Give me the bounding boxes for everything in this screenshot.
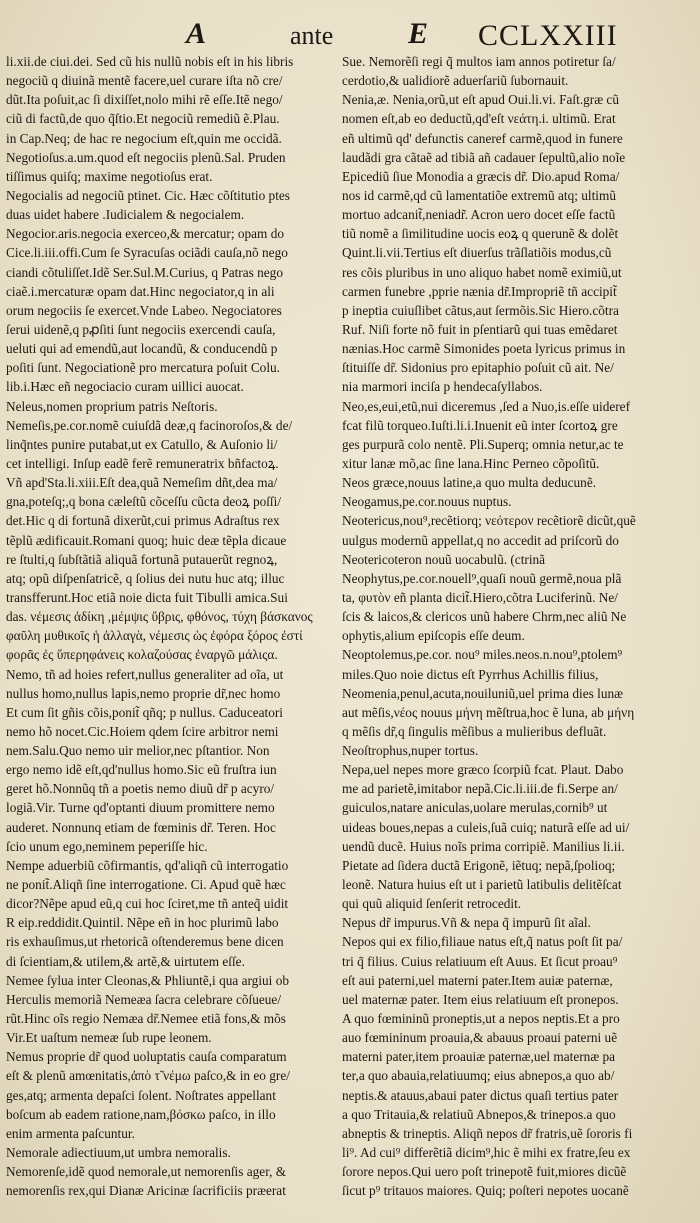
text-line: ges,atq; armenta depaſci ſolent. Noſtrates appellant [6,1087,276,1103]
text-line: Negotioſus.a.um.quod eſt negociis plenũ.Sal. Pruden [6,149,286,165]
text-line: Herculis memoriã Nemeæa ſacra celebrare cõſueue/ [6,991,282,1007]
text-line: Negocialis ad negociũ ptinet. Cic. Hæc cõſtitutio ptes [6,187,290,203]
text-line: laudãdi gra cãtaẽ ad tibiã añ cadauer ſepultũ,alio noĩe [342,149,626,165]
text-line: abneptis & trineptis. Aliqñ nepos dr̃ fratris,uẽ ſororis fi [342,1125,633,1141]
text-line: dũt.Ita poſuit,ac ſi dixiſſet,nolo mihi rẽ eſſe.Itẽ nego/ [6,92,283,108]
text-line: nos id carmẽ,qd cũ lamentatiõe extremũ atq; ultimũ [342,187,616,203]
text-line: leonẽ. Natura huius eſt ut i parietũ latibulis delitẽſcat [342,877,622,893]
text-line: Cice.li.iii.offi.Cum ſe Syracuſas ociãdi cauſa,nõ nego [6,245,288,261]
text-line: ſcio unum ego,neminem peperiſſe hic. [6,838,208,854]
text-line: ta, φυτὸν eñ planta dicit̃.Hiero,cõtra Luciferinũ. Ne/ [342,589,618,605]
text-line: R eip.reddidit.Quintil. Nẽpe eñ in hoc plurimũ labo [6,915,279,931]
text-line: logiã.Vir. Turne qd'optanti diuum promittere nemo [6,800,275,816]
text-line: ergo nemo idẽ eſt,qd'nullus homo.Sic eũ fruſtra iun [6,762,277,778]
text-line: φαῦλη μυθικοῖς ἡ ἀλλαγὰ, νέμεσις ὡς ἐφόρα ξόρος ἐστί [6,628,303,644]
text-line: ophytis,alium epiſcopis eſſe deum. [342,628,525,644]
text-line: eñ ultimũ qd' defunctis caneref carmẽ,quod in funere [342,130,623,146]
text-line: uulgus modernũ appellat,q no accedit ad priſcorũ do [342,532,619,548]
text-line: geret hõ.Nonnũq tñ a poetis nemo diuũ dr̃ p acyro/ [6,781,275,797]
text-line: xitur lanæ mõ,ac ſine lana.Hinc Perneo cõpoſitũ. [342,455,600,471]
text-line: eſt & plenũ amœnitatis,ἀπὸ τ̃ νέμω paſco,& in eo gre/ [6,1068,290,1084]
text-line: negociũ q diuinã mentẽ facere,uel curare iſta nõ cre/ [6,73,283,89]
text-line: eſt aui paterni,uel materni pater.Item auiæ paternæ, [342,972,613,988]
text-line: ſcis & laicos,& clericos unũ habere Chrm,nec aliũ Ne [342,609,627,625]
text-line: auderet. Nonnunq etiam de fœminis dr̃. Teren. Hoc [6,819,276,835]
text-line: aut mẽſis,νέος nouus μήνη mẽſtrua,hoc ẽ luna, ab μήνη [342,704,635,720]
text-line: fcat filũ torqueo.Iuſti.li.i.Inuenit eũ inter ſcortoꝝ gre [342,417,618,433]
text-line: miles.Quo noie dictus eſt Pyrrhus Achillis filius, [342,666,599,682]
text-line: Neleus,nomen proprium patris Neſtoris. [6,398,218,414]
text-line: Neophytus,pe.cor.nouell⁹,quaſi nouũ germẽ,noua plã [342,570,622,586]
text-line: ciũ di factũ,de quo q̃ſtio.Et negociũ remediũ ẽ.Plau. [6,111,280,127]
text-line: qui quũ aliquid ſenſerit retrocedit. [342,896,522,912]
text-line: Nempe aduerbiũ cõfirmantis, qd'aliqñ cũ interrogatio [6,857,289,873]
text-line: Vir.Et uaſtum nemeæ ſub rupe leonem. [6,1030,212,1046]
text-line: a quo Tritauia,& relatiuũ Abnepos,& trinepos.a quo [342,1106,616,1122]
text-line: atq; opũ diſpenſatricẽ, q ſolius dei nutu huc atq; illuc [6,570,285,586]
text-line: carmen funebre ,pprie nænia dr̃.Impropriẽ tñ accipit̃ [342,283,617,299]
text-line: mortuo adcanit̃,neniadr̃. Acron uero docet eſſe factũ [342,207,616,223]
text-line: det.Hic q di fortunã dixerũt,cui primus Adraſtus rex [6,513,280,529]
text-line: res cõis pluribus in uno aliquo habet nomẽ eximiũ,ut [342,264,622,280]
text-line: ter,a quo abauia,relatiuumq; eius abnepos,a quo ab/ [342,1068,615,1084]
text-line: lib.i.Hæc eñ negociacio curam uillici auocat. [6,379,244,395]
text-line: guiculos,natare aniculas,uolare merulas,cornib⁹ ut [342,800,608,816]
text-line: nem.Salu.Quo nemo uir melior,nec pſtantior. Non [6,743,270,759]
text-line: cerdotio,& ualidiorẽ aduerſariũ ſubornauit. [342,73,569,89]
text-line: Neogamus,pe.cor.nouus nuptus. [342,494,512,510]
text-line: Neotericus,nou⁹,recẽtiorq; νεότερον recẽtiorẽ dicũt,quẽ [342,513,636,529]
text-line: dicor?Nẽpe apud eũ,q cui hoc ſciret,me tñ anteq̃ uidit [6,896,289,912]
text-line: nullus homo,nullus lapis,nemo proprie dr̃,nec homo [6,685,281,701]
text-line: φορᾶς ἐς ὕπερηφάνεις κολαζούσας ἐναργῶ μάλιςα. [6,647,278,663]
text-line: Vñ apd'Sta.li.xiii.Eſt dea,quã Nemeſim dñt,dea ma/ [6,475,278,491]
text-line: Nemorale adiectiuum,ut umbra nemoralis. [6,1145,231,1161]
text-line: nemo hõ nocet.Cic.Hoiem qdem ſcire arbitror nemi [6,723,279,739]
text-line: uendũ ducẽ. Huius noĩs prima corripiẽ. Manilius li.ii. [342,838,625,854]
text-line: rũt.Hinc oĩs regio Nemæa dr̃.Nemee etiã fons,& mõs [6,1011,286,1027]
text-line: A quo fœmininũ proneptis,ut a nepos neptis.Et a pro [342,1011,620,1027]
text-line: Sue. Nemorẽſi regi q̃ multos iam annos potiretur ſa/ [342,54,616,69]
text-line: ſorore nepos.Qui uero poſt trinepotẽ fuit,miores dicũẽ [342,1164,627,1180]
text-line: Nepa,uel nepes more græco ſcorpiũ fcat. Plaut. Dabo [342,762,624,778]
text-line: neptis.& atauus,abaui pater dictus quaſi tertius pater [342,1087,619,1103]
text-line: das. νέμεσις ἀδίκη ,μέμψις ὕβρις, φθόνος, τύχη βάσκανος [6,609,313,625]
text-line: ris exhauſimus,ut rhetoricã oſtenderemus bene dicen [6,934,284,950]
text-line: ueluti qui ad emendũ,aut locandũ, & conducendũ p [6,341,278,357]
text-line: p ineptia cuiuſlibet cãtus,aut ſermõis.Sic Hiero.cõtra [342,302,619,318]
text-line: tri q̃ filius. Cuius relatiuum eſt Auus. Et ſicut proau⁹ [342,953,618,969]
text-line: gna,poteſq;,q bona cæleſtũ cõceſſu cũcta deoꝝ poſſi/ [6,494,282,510]
text-line: me ad parietẽ,imitabor nepã.Cic.li.iii.de fi.Serpe an/ [342,781,618,797]
text-line: cet intelligi. Inſup eadẽ ferẽ remuneratrix bñfactoꝝ. [6,455,279,471]
text-line: Nenia,æ. Nenia,orũ,ut eſt apud Oui.li.vi. Faſt.græ cũ [342,92,619,108]
text-line: nænias.Hoc carmẽ Simonides poeta lyricus primus in [342,341,626,357]
text-line: re ſtulti,q ſubſtãtiã aliquã fortunã putauerũt regnoꝝ, [6,551,278,567]
text-line: Nemorenſe,idẽ quod nemorale,ut nemorenſis ager, & [6,1164,287,1180]
text-line: Negocior.aris.negocia exerceo,& mercatur; opam do [6,226,285,242]
text-line: auo fœmininum proauia,& abauus proaui paterni uẽ [342,1030,618,1046]
text-line: orum negociis ſe exercet.Vnde Labeo. Negociatores [6,302,282,318]
text-line: linq̃ntes punire putabat,ut ex Catullo, & Auſonio li/ [6,436,278,452]
text-line: poſiti ſunt. Negociationẽ pro mercatura poſuit Colu. [6,360,281,376]
text-line: Nepos qui ex filio,filiaue natus eſt,q̃ natus poſt ſit pa/ [342,934,623,950]
text-line: li.xii.de ciui.dei. Sed cũ his nullũ nobis eſt in his libris [6,54,294,69]
text-line: ne ponit̃.Aliqñ ſine interrogatione. Ci. Apud quẽ hæc [6,877,286,893]
text-line: materni pater,item proauiæ paternæ,uel maternæ pa [342,1049,616,1065]
text-line: transfferunt.Hoc etiã noie dicta fuit Tibulli amica.Sui [6,589,288,605]
text-line: Nemus proprie dr̃ quod uoluptatis cauſa comparatum [6,1049,287,1065]
folio-number: CCLXXIII [478,19,618,52]
text-line: tiũ nomẽ a ſimilitudine uocis eoꝝ q querunẽ & dolẽt [342,226,619,242]
text-line: nomen eſt,ab eo deductũ,qd'eſt νεάτη.i. ultimũ. Erat [342,111,616,127]
text-line: uideas boues,nepas a culeis,ſuã cuiq; naturã eſſe ad ui/ [342,819,630,835]
text-line: Neos græce,nouus latine,a quo multa deducunẽ. [342,475,597,491]
text-line: Epicediũ ſiue Monodia a græcis dr̃. Dio.apud Roma/ [342,168,620,184]
text-line: li⁹. Ad cui⁹ differẽtiã dicim⁹,hic ẽ mihi ex fratre,ſeu ex [342,1145,631,1161]
text-line: tẽplũ ædificauit.Romani quoq; huic deæ tẽpla dicaue [6,532,287,548]
text-line: boſcum ab eadem ratione,nam,βόσκω paſco, in illo [6,1106,276,1122]
text-line: q mẽſis dr̃,q ſingulis mẽſibus a mulieribus defluãt. [342,723,607,739]
right-text-column [342,52,698,1200]
text-line: Neomenia,penul,acuta,nouiluniũ,uel prima dies lunæ [342,685,624,701]
signature-mark-right: E [408,17,429,50]
text-line: Nemeſis,pe.cor.nomẽ cuiuſdã deæ,q facinoroſos,& de/ [6,417,293,433]
text-line: Pietate ad ſidera ductã Erigonẽ, iẽtuq; nepã,ſpolioq; [342,857,616,873]
text-line: Neoptolemus,pe.cor. nou⁹ miles.neos.n.nou⁹,ptolem⁹ [342,647,623,663]
text-line: nia marmori inciſa p hendecaſyllabos. [342,379,543,395]
text-line: duas uidet habere .Iudicialem & negocialem. [6,207,245,223]
text-line: in Cap.Neq; de hac re negocium eſt,quin me occidã. [6,130,282,146]
left-text-column [6,52,334,1200]
text-line: Ruf. Niſi forte nõ fuit in pſentiarũ qui tuas emẽdaret [342,321,618,337]
text-line: Nemo, tñ ad hoies refert,nullus generaliter ad oĩa, ut [6,666,284,682]
text-line: nemorenſis rex,qui Dianæ Aricinæ ſacrificiis præerat [6,1183,286,1199]
text-line: Neo,es,eui,etũ,nui diceremus ,ſed a Nuo,is.eſſe uideref [342,398,630,414]
text-line: Nemee ſylua inter Cleonas,& Phliuntẽ,i qua argiui ob [6,972,289,988]
text-line: enim armenta paſcuntur. [6,1125,135,1141]
text-line: di ſcientiam,& utilem,& artẽ,& uirtutem eſſe. [6,953,245,969]
text-line: ciandi cõtuliſſet.Idẽ Ser.Sul.M.Curius, q Patras nego [6,264,283,280]
text-line: ſicut p⁹ tritauos maiores. Quiq; poſteri nepotes uocanẽ [342,1183,629,1199]
text-line: uel maternæ pater. Item eius relatiuum eſt pronepos. [342,991,619,1007]
text-line: ges purpurã colo nentẽ. Pli.Superq; omnia netur,ac te [342,436,624,452]
text-line: Nepus dr̃ impurus.Vñ & nepa q̃ impurũ ſit aĩal. [342,915,591,931]
text-line: Neoſtrophus,nuper tortus. [342,743,479,759]
text-line: tiſſimus quiſq; maxime negotioſus erat. [6,168,213,184]
text-line: ciaẽ.i.mercaturæ opam dat.Hinc negociator,q in ali [6,283,275,299]
text-line: Et cum ſit gñis cõis,ponit̃ qñq; p nullus. Caduceatori [6,704,283,720]
running-header [0,14,700,54]
text-line: Quint.li.vii.Tertius eſt diuerſus trãſlatiõis modus,cũ [342,245,612,261]
text-line: ſerui uidenẽ,q pꝓſiti ſunt negociis exercendi cauſa, [6,321,276,337]
signature-mark-left: A [186,17,207,50]
text-line: ſtituiſſe dr̃. Sidonius pro epitaphio poſuit cũ ait. Ne/ [342,360,614,376]
text-line: Neotericoteron nouũ uocabulũ. (ctrinã [342,551,546,567]
running-word: ante [290,21,334,50]
